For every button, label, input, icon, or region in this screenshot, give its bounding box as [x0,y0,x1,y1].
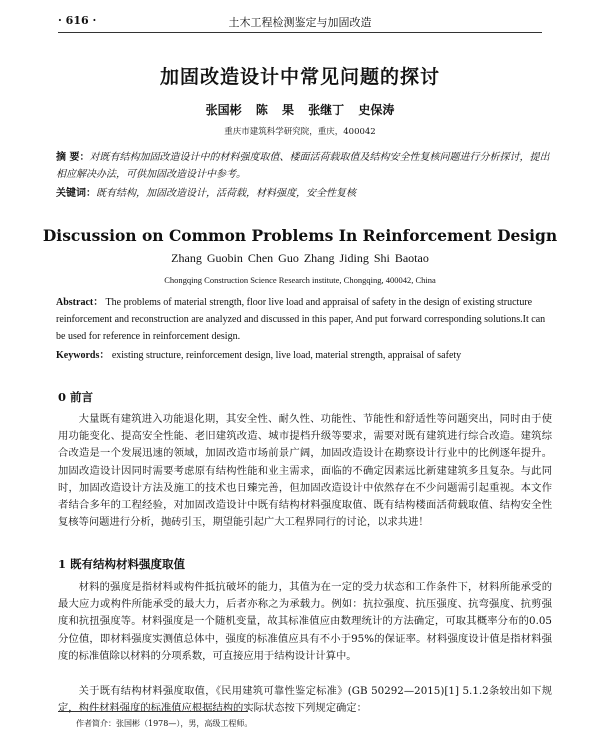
abstract-english-label: Abstract： [56,297,104,308]
affiliation-english: Chongqing Construction Science Research institute, Chongqing, 400042, China [164,275,436,285]
abstract-chinese-text: 对既有结构加固改造设计中的材料强度取值、楼面活荷载取值及结构安全性复核问题进行分析探讨，提出相应解决办法，可供加固改造设计中参考。 [56,152,550,180]
page-number: · 616 · [58,14,97,27]
material-strength-paragraph-2: 关于既有结构材料强度取值，《民用建筑可靠性鉴定标准》(GB 50292—2015)[1] 5.1.2条较出如下规定，构件材料强度的标准值应根据结构的实际状态按下列规定确定： [58,685,552,715]
abstract-english [56,294,552,345]
keywords-chinese-label: 关键词： [56,188,96,199]
keywords-english-text: existing structure, reinforcement design, live load, material strength, appraisal of safety [111,350,462,361]
keywords-chinese-text: 既有结构，加固改造设计，活荷载，材料强度，安全性复核 [96,188,356,199]
keywords-english [56,346,552,361]
author-footnote: 作者简介：张国彬（1978—），男，高级工程师。 [76,719,253,728]
running-header [58,10,542,33]
title-english: Discussion on Common Problems In Reinforcement Design [42,226,558,245]
authors-chinese: 张国彬 陈 果 张继丁 史保涛 [205,103,395,117]
abstract-chinese [56,149,552,183]
journal-name: 土木工程检测鉴定与加固改造 [228,16,372,29]
abstract-chinese-label: 摘 要： [56,152,90,163]
section-heading-introduction: 0 前言 [58,390,94,404]
keywords-english-label: Keywords： [56,350,110,361]
introduction-paragraph: 大量既有建筑进入功能退化期，其安全性、耐久性、功能性、节能性和舒适性等问题突出，同时由于使用功能变化、提高安全性能、老旧建筑改造、城市提档升级等要求，需要对既有建筑进行综合改造。建筑综合改造是一个发展迅速的领域，加固改造市场前景广阔，加固改造设计在勘察设计行业中的比例逐年提升。加固改造设计因同时需要考虑原有结构性能和业主需求，面临的不确定因素远比新建建筑多且复杂。与此同时，加固改造设计方法及施工的技术也日臻完善，但加固改造设计中依然存在不少问题需引起重视。本文作者结合多年的工程经验，对加固改造设计中既有结构材料强度取值、既有结构楼面活荷载取值、结构安全性复核等问题进行分析，抛砖引玉，期望能引起广大工程界同行的讨论，以求共进！ [58,413,552,529]
material-strength-paragraph: 材料的强度是指材料或构件抵抗破坏的能力，其值为在一定的受力状态和工作条件下，材料所能承受的最大应力或构件所能承受的最大力，后者亦称之为承载力。例如：抗拉强度、抗压强度、抗弯强度、抗剪强度和抗扭强度等。材料强度是一个随机变量，故其标准值应由数理统计的方法确定，可取其概率分布的0.05分位值，即材料强度实测值总体中，强度的标准值应具有不小于95%的保证率。材料强度设计值是指材料强度的标准值除以材料的分项系数，可直接应用于结构设计计算中。 [58,581,552,662]
affiliation-chinese: 重庆市建筑科学研究院，重庆，400042 [224,127,376,137]
section-heading-material-strength: 1 既有结构材料强度取值 [58,557,186,571]
authors-english: Zhang Guobin Chen Guo Zhang Jiding Shi Baotao [171,251,429,265]
keywords-chinese [56,184,552,199]
footnote-divider [58,711,248,712]
abstract-english-text: The problems of material strength, floor live load and appraisal of safety in the design of existing structure reinforcement and reconstruction are analyzed and discussed in this paper, And put forward corresponding solutions.It can be used for reference in reinforcement design. [56,297,546,342]
title-chinese: 加固改造设计中常见问题的探讨 [159,66,440,88]
